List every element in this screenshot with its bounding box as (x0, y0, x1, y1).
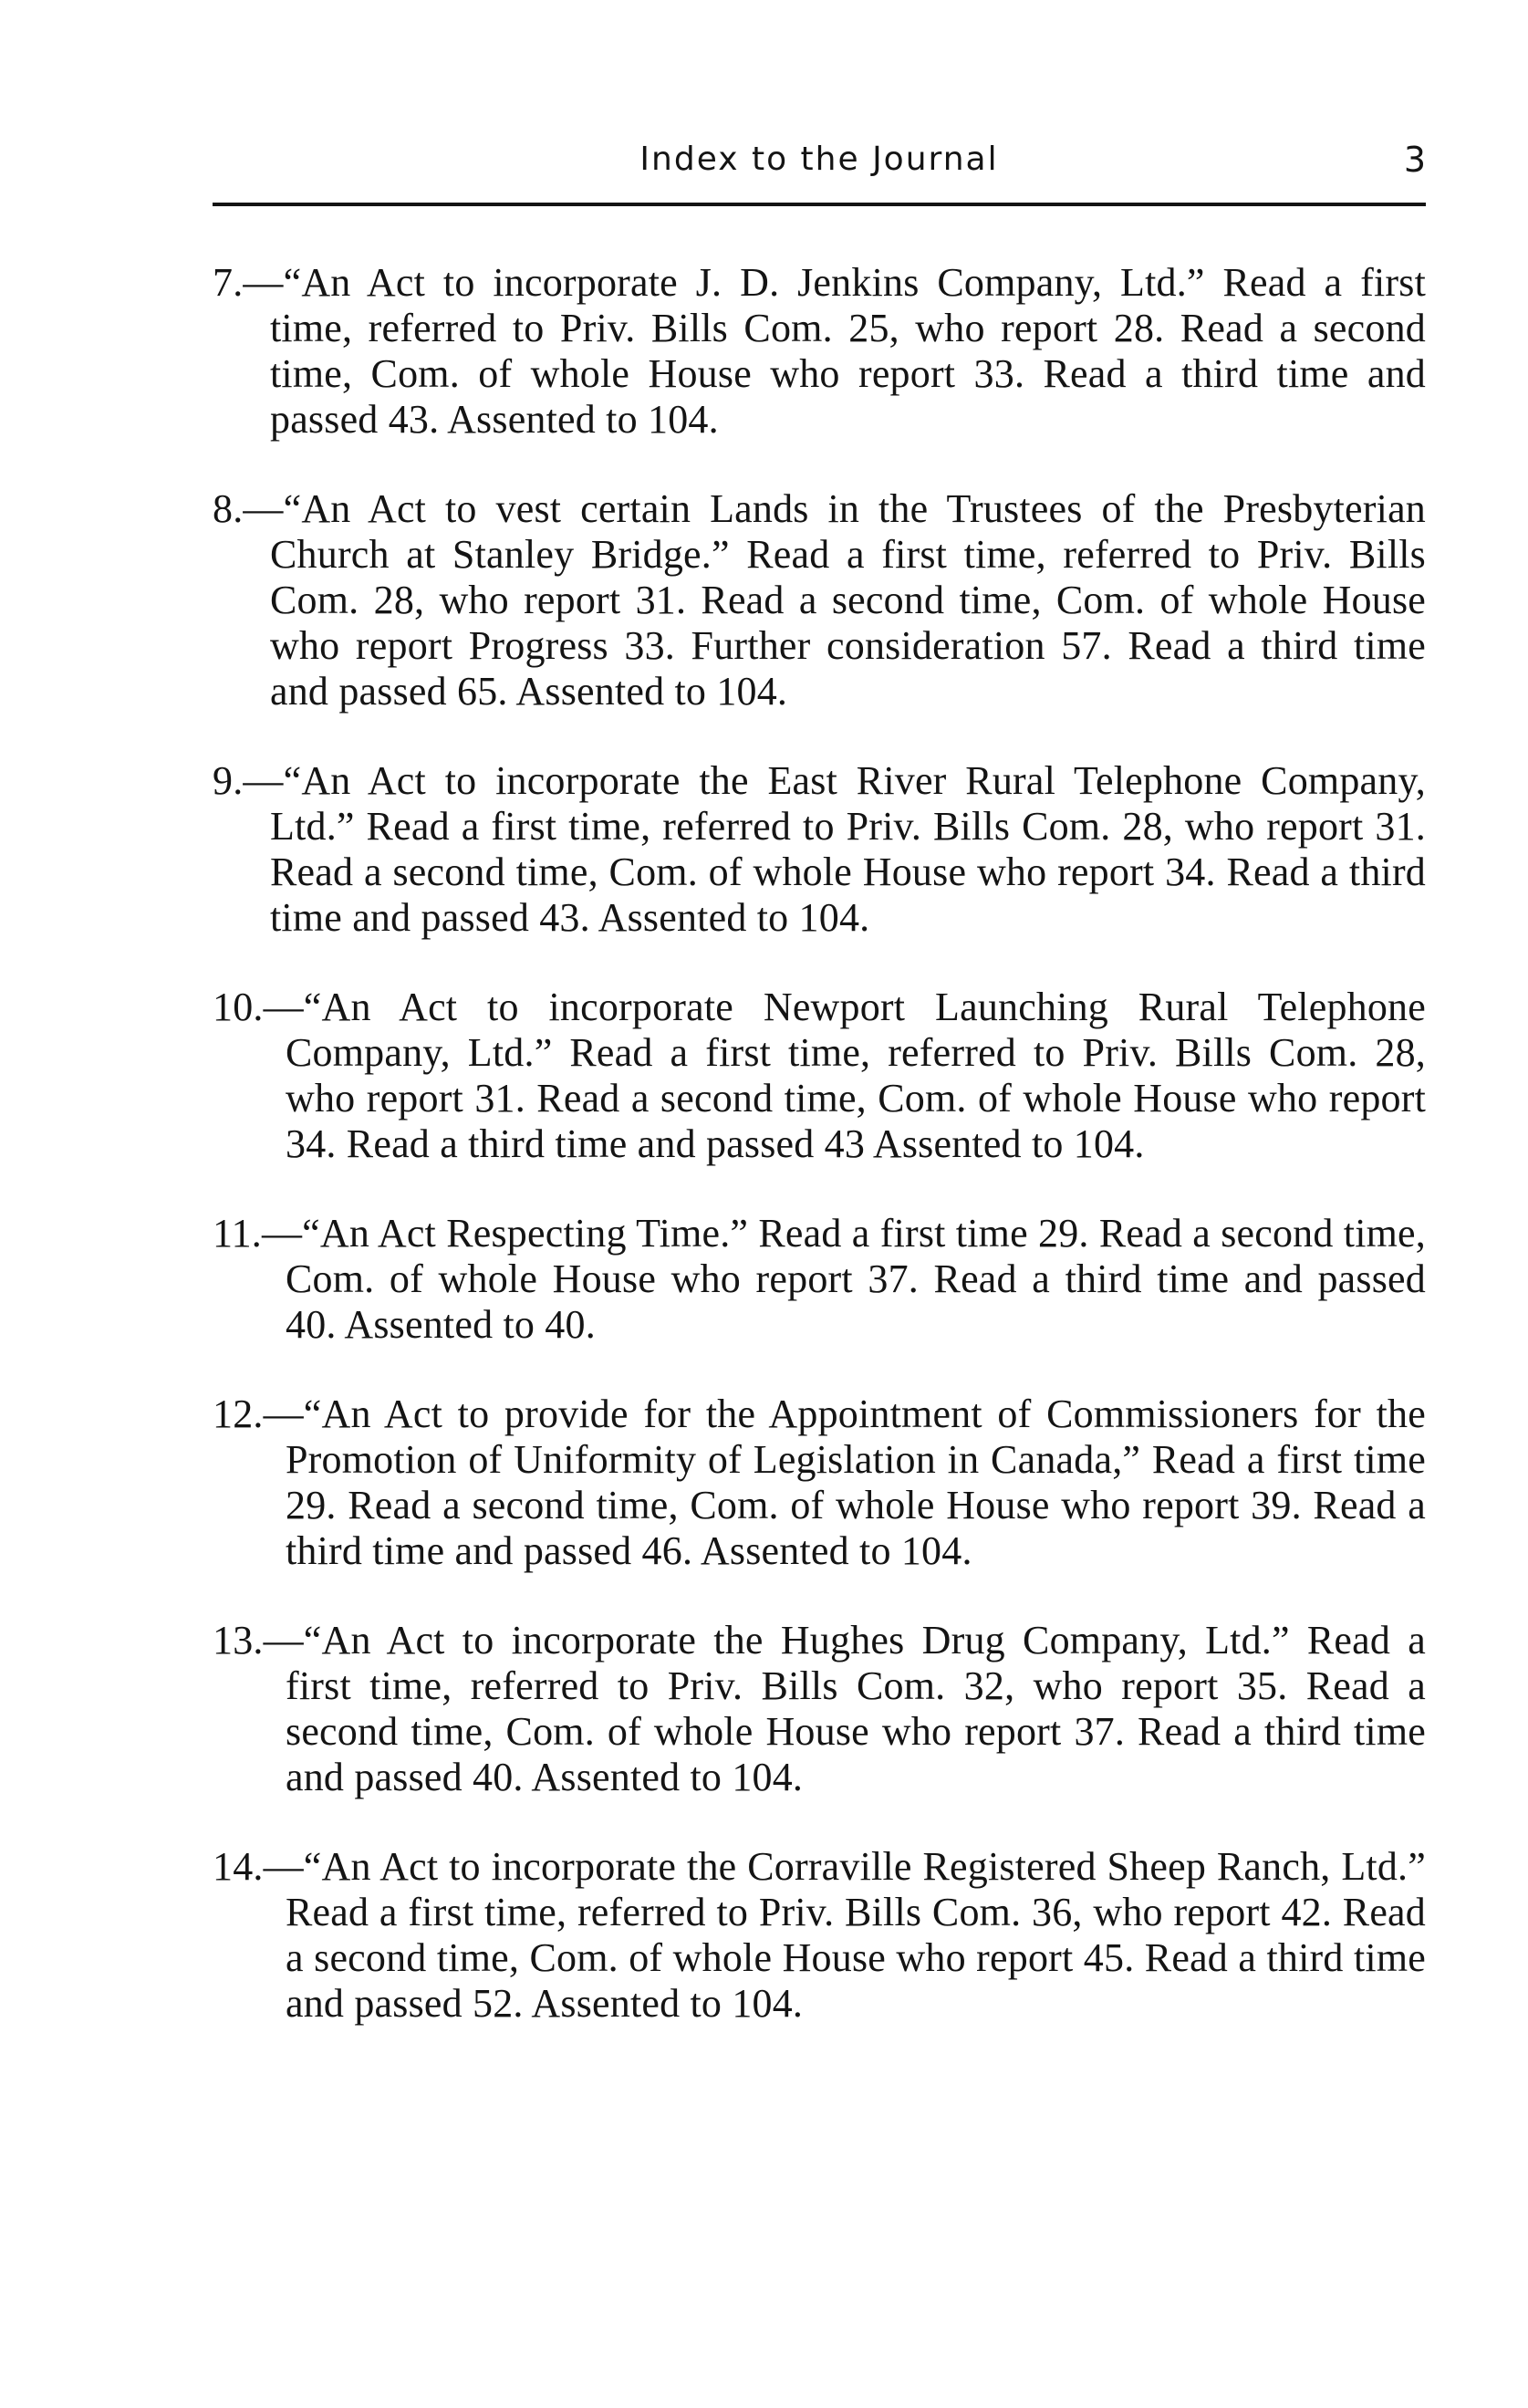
entry-number: 13. (213, 1618, 264, 1663)
header-rule (213, 203, 1426, 206)
entry-text: —“An Act to incorporate Newport Launching Rural Telephone Company, Ltd.” Read a first time, referred to Priv. Bills Com. 28, who report 31. Read a second time, Com. of whole House who report 34. Read a third time and passed 43 Assented to 104. (263, 985, 1426, 1166)
entry-text: —“An Act to incorporate the Corraville Registered Sheep Ranch, Ltd.” Read a first time, referred to Priv. Bills Com. 36, who report 42. Read a second time, Com. of whole House who report 45. Read a third time and passed 52. Assented to 104. (263, 1844, 1426, 2026)
entry-12 (213, 1392, 1426, 1574)
entry-text: —“An Act to incorporate J. D. Jenkins Company, Ltd.” Read a first time, referred to Priv. Bills Com. 25, who report 28. Read a second time, Com. of whole House who report 33. Read a third time and passed 43. Assented to 104. (243, 260, 1426, 442)
entry-text: —“An Act to incorporate the East River Rural Telephone Company, Ltd.” Read a first time, referred to Priv. Bills Com. 28, who report 31. Read a second time, Com. of whole House who report 34. Read a third time and passed 43. Assented to 104. (243, 758, 1426, 940)
entry-11 (213, 1211, 1426, 1348)
entry-text: —“An Act to incorporate the Hughes Drug Company, Ltd.” Read a first time, referred to Priv. Bills Com. 32, who report 35. Read a second time, Com. of whole House who report 37. Read a third time and passed 40. Assented to 104. (263, 1618, 1426, 1799)
running-head (213, 137, 1426, 192)
entry-list (213, 260, 1426, 2070)
entry-number: 10. (213, 985, 264, 1029)
entry-10 (213, 985, 1426, 1167)
entry-text: —“An Act to vest certain Lands in the Trustees of the Presbyterian Church at Stanley Bridge.” Read a first time, referred to Priv. Bills Com. 28, who report 31. Read a second time, Com. of whole House who report Progress 33. Further consideration 57. Read a third time and passed 65. Assented to 104. (243, 486, 1426, 714)
entry-7 (213, 260, 1426, 443)
entry-text: —“An Act to provide for the Appointment of Commissioners for the Promotion of Uniformity of Legislation in Canada,” Read a first time 29. Read a second time, Com. of whole House who report 39. Read a third time and passed 46. Assented to 104. (263, 1392, 1426, 1573)
entry-number: 7. (213, 260, 244, 305)
entry-number: 12. (213, 1392, 264, 1436)
entry-number: 11. (213, 1211, 262, 1256)
entry-14 (213, 1844, 1426, 2027)
entry-number: 14. (213, 1844, 264, 1889)
entry-9 (213, 758, 1426, 941)
page-number: 3 (1403, 140, 1426, 180)
entry-text: —“An Act Respecting Time.” Read a first time 29. Read a second time, Com. of whole House who report 37. Read a third time and passed 40. Assented to 40. (261, 1211, 1426, 1347)
entry-13 (213, 1618, 1426, 1800)
page-title: Index to the Journal (639, 141, 999, 178)
entry-number: 8. (213, 486, 244, 531)
entry-number: 9. (213, 758, 244, 803)
entry-8 (213, 486, 1426, 714)
